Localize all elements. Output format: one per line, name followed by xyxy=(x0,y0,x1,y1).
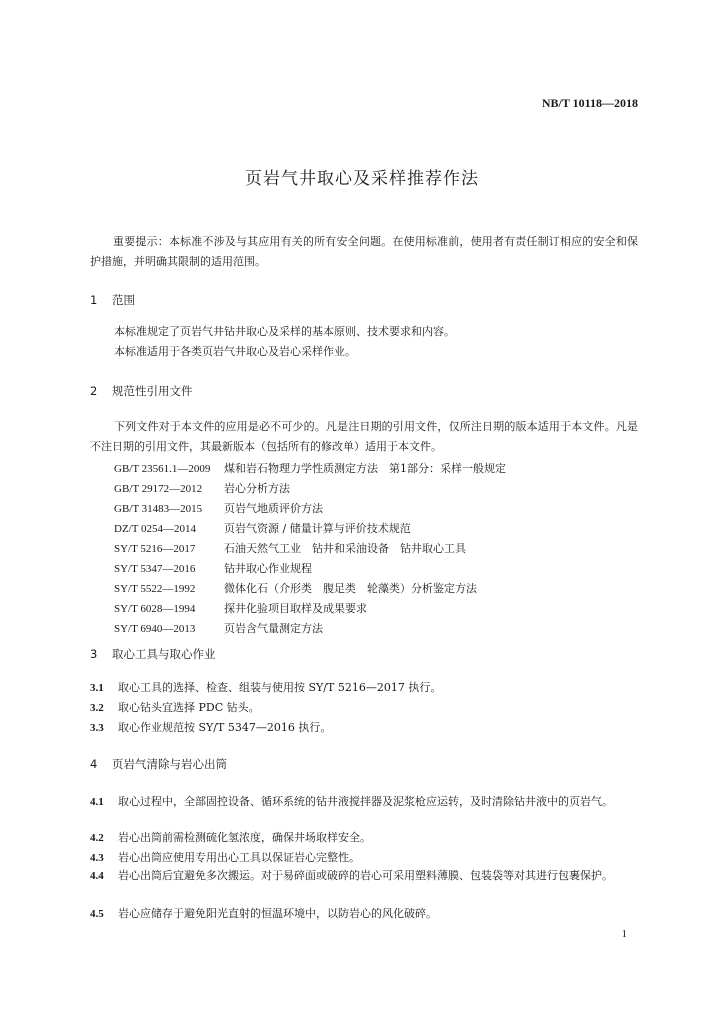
section-number: 1 xyxy=(90,293,98,307)
reference-item xyxy=(114,520,411,536)
paragraph: 下列文件对于本文件的应用是必不可少的。凡是注日期的引用文件，仅所注日期的版本适用于本文件。凡是不注日期的引用文件，其最新版本（包括所有的修改单）适用于本文件。 xyxy=(90,420,638,453)
clause-text: 取心钻头宜选择 PDC 钻头。 xyxy=(118,701,260,714)
clause xyxy=(90,718,638,738)
reference-title: 页岩含气量测定方法 xyxy=(224,622,323,635)
document-title: 页岩气井取心及采样推荐作法 xyxy=(245,169,479,189)
reference-code: SY/T 6028—1994 xyxy=(114,603,196,615)
reference-code: SY/T 5522—1992 xyxy=(114,583,196,595)
clause-text: 取心工具的选择、检查、组装与使用按 SY/T 5216—2017 执行。 xyxy=(118,681,442,694)
clause xyxy=(90,904,638,924)
section-title: 规范性引用文件 xyxy=(112,384,193,398)
reference-item xyxy=(114,480,290,496)
section-4-heading xyxy=(90,756,227,772)
section-number: 2 xyxy=(90,384,98,398)
section-title: 取心工具与取心作业 xyxy=(112,647,216,661)
clause-number: 3.2 xyxy=(90,702,104,714)
reference-item xyxy=(114,600,367,616)
clause-text: 岩心出筒前需检测硫化氢浓度，确保井场取样安全。 xyxy=(118,831,371,844)
section-number: 4 xyxy=(90,757,98,771)
reference-code: GB/T 29172—2012 xyxy=(114,483,203,495)
clause-text: 岩心出筒应使用专用出心工具以保证岩心完整性。 xyxy=(118,851,360,864)
reference-code: SY/T 5216—2017 xyxy=(114,543,196,555)
reference-title: 煤和岩石物理力学性质测定方法 第1部分：采样一般规定 xyxy=(224,462,506,475)
clause-text: 岩心出筒后宜避免多次搬运。对于易碎面或破碎的岩心可采用塑料薄膜、包装袋等对其进行包裹保护。 xyxy=(118,869,613,882)
clause-number: 4.2 xyxy=(90,832,104,844)
clause-number: 4.1 xyxy=(90,796,104,808)
clause-text: 岩心应储存于避免阳光直射的恒温环境中，以防岩心的风化破碎。 xyxy=(118,907,437,920)
clause-text: 取心过程中，全部固控设备、循环系统的钻井液搅拌器及泥浆枪应运转，及时清除钻井液中的页岩气。 xyxy=(118,795,613,808)
standard-code: NB/T 10118—2018 xyxy=(541,96,638,110)
section-3-heading xyxy=(90,646,216,662)
reference-code: DZ/T 0254—2014 xyxy=(114,523,196,535)
reference-item xyxy=(114,580,477,596)
clause xyxy=(90,698,638,718)
reference-item xyxy=(114,460,506,476)
clause-number: 3.1 xyxy=(90,682,104,694)
safety-warning: 重要提示：本标准不涉及与其应用有关的所有安全问题。在使用标准前，使用者有责任制订相应的安全和保护措施，并明确其限制的适用范围。 xyxy=(90,235,638,268)
reference-title: 探井化验项目取样及成果要求 xyxy=(224,602,367,615)
reference-title: 微体化石（介形类 腹足类 轮藻类）分析鉴定方法 xyxy=(224,582,477,595)
clause-number: 4.4 xyxy=(90,870,104,882)
reference-item xyxy=(114,500,323,516)
clause xyxy=(90,866,638,886)
clause xyxy=(90,828,638,848)
paragraph: 本标准规定了页岩气井钻井取心及采样的基本原则、技术要求和内容。 xyxy=(114,325,455,338)
clause-number: 4.3 xyxy=(90,852,104,864)
reference-item xyxy=(114,620,323,636)
reference-title: 岩心分析方法 xyxy=(224,482,290,495)
paragraph: 本标准适用于各类页岩气井取心及岩心采样作业。 xyxy=(114,345,356,358)
clause-text: 取心作业规范按 SY/T 5347—2016 执行。 xyxy=(118,721,332,734)
section-title: 页岩气清除与岩心出筒 xyxy=(112,757,227,771)
reference-item xyxy=(114,540,466,556)
reference-title: 石油天然气工业 钻井和采油设备 钻井取心工具 xyxy=(224,542,466,555)
section-1-heading xyxy=(90,292,135,308)
page-number: 1 xyxy=(621,928,627,940)
section-title: 范围 xyxy=(112,293,135,307)
clause xyxy=(90,848,638,868)
clause xyxy=(90,792,638,812)
reference-code: SY/T 5347—2016 xyxy=(114,563,196,575)
reference-item xyxy=(114,560,312,576)
reference-title: 钻井取心作业规程 xyxy=(224,562,312,575)
section-number: 3 xyxy=(90,647,98,661)
reference-code: GB/T 31483—2015 xyxy=(114,503,203,515)
clause-number: 3.3 xyxy=(90,722,104,734)
clause-number: 4.5 xyxy=(90,908,104,920)
section-2-heading xyxy=(90,383,193,399)
reference-title: 页岩气资源 / 储量计算与评价技术规范 xyxy=(224,522,411,535)
reference-code: SY/T 6940—2013 xyxy=(114,623,196,635)
reference-code: GB/T 23561.1—2009 xyxy=(114,463,211,475)
clause xyxy=(90,678,638,698)
reference-title: 页岩气地质评价方法 xyxy=(224,502,323,515)
